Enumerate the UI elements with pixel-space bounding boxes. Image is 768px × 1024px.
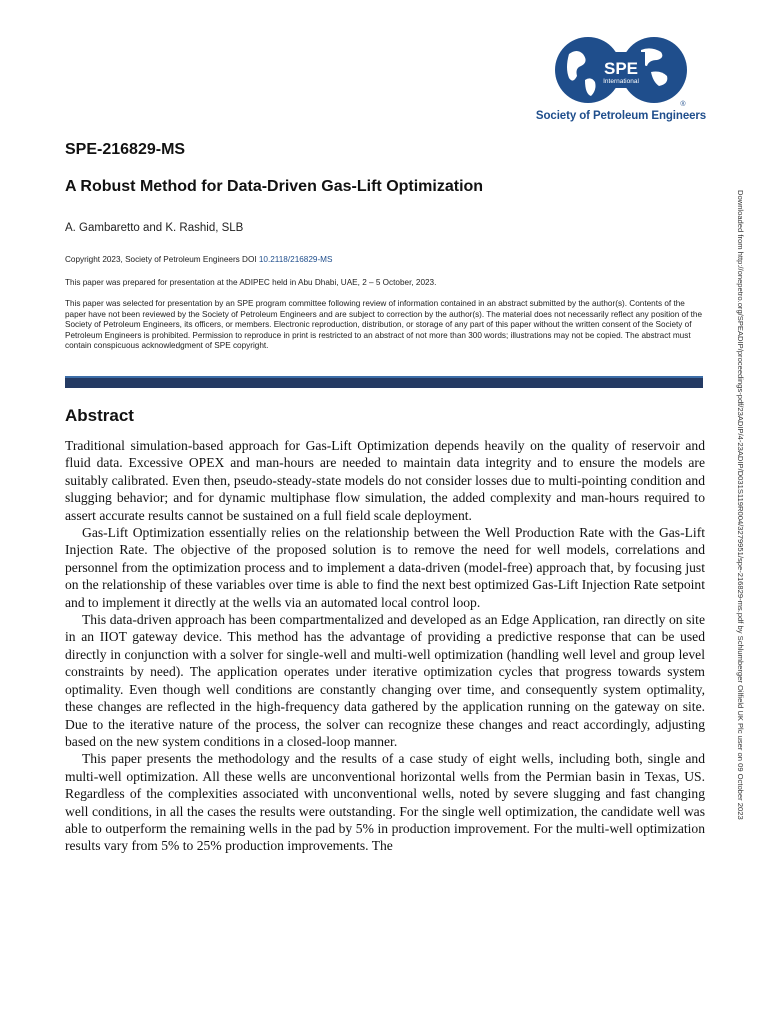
- paper-title: A Robust Method for Data-Driven Gas-Lift Optimization: [65, 178, 484, 195]
- logo-text-spe: SPE: [603, 59, 639, 78]
- society-name: Society of Petroleum Engineers: [535, 110, 707, 122]
- logo-text-international: International: [603, 78, 639, 85]
- registered-mark: ®: [680, 101, 686, 108]
- copyright-text: Copyright 2023, Society of Petroleum Engineers DOI: [65, 255, 259, 264]
- abstract-paragraph: This data-driven approach has been compartmentalized and developed as an Edge Application, ran directly on site in an IIOT gateway device. This method has the advantage of providing a predictive response that can be used directly in conjunction with a solver for single-well and multi-well optimization (handling well level and group level constraints by need). The application operates under iterative optimization cycles that progress towards system optimality. Even though well conditions are constantly changing over time, and consequently system optimality, these changes are reflected in the high-frequency data gathered by the application running on the gateway on site. Due to the iterative nature of the process, the solver can recognize these changes and react accordingly, adjusting based on the new system conditions in a closed-loop manner.: [65, 612, 705, 749]
- abstract-heading: Abstract: [65, 406, 134, 425]
- copyright-notice: [65, 255, 705, 266]
- paper-id: SPE-216829-MS: [65, 141, 186, 158]
- abstract-paragraph: This paper presents the methodology and the results of a case study of eight wells, including both, single and multi-well optimization. All these wells are unconventional horizontal wells from the Permian basin in Texas, US. Regardless of the complexities associated with unconventional wells, noted by severe slugging and fast changing well conditions, in all the cases the results were outstanding. For the single well optimization, the candidate well was able to outperform the remaining wells in the pad by 5% in production improvement. For the multi-well optimization results vary from 5% to 25% production improvements. The: [65, 751, 705, 854]
- doi-link[interactable]: 10.2118/216829-MS: [258, 255, 333, 264]
- header-divider: [65, 378, 703, 388]
- selection-notice: This paper was selected for presentation by an SPE program committee following review of information contained in an abstract submitted by the author(s). Contents of the paper have not been reviewed by the Society of Petroleum Engineers and are subject to correction by the author(s). The material does not necessarily reflect any position of the Society of Petroleum Engineers, its officers, or members. Electronic reproduction, distribution, or storage of any part of this paper without the written consent of the Society of Petroleum Engineers is prohibited. Permission to reproduce in print is restricted to an abstract of not more than 300 words; illustrations may not be copied. The abstract must contain conspicuous acknowledgment of SPE copyright.: [65, 299, 703, 351]
- globe-icon: [555, 32, 687, 108]
- spe-logo: [535, 32, 707, 128]
- download-watermark: [733, 190, 747, 830]
- abstract-paragraph: Traditional simulation-based approach for Gas-Lift Optimization depends heavily on the quality of reservoir and fluid data. Excessive OPEX and man-hours are needed to maintain data integrity and to ensure the models are suitably calibrated. Even then, pseudo-steady-state models do not consider losses due to multi-pointing condition and slugging behavior; and for dynamic multiphase flow simulation, the added complexity and man-hours required to assert accurate results cannot be sustained on a full field scale deployment.: [65, 438, 705, 523]
- paper-authors: A. Gambaretto and K. Rashid, SLB: [65, 222, 244, 234]
- abstract-paragraph: Gas-Lift Optimization essentially relies on the relationship between the Well Production Rate with the Gas-Lift Injection Rate. The objective of the proposed solution is to remove the need for well models, correlations and personnel from the optimization process and to implement a data-driven (model-free) approach that, by focusing just on the relationship of these variables over time is able to find the next best optimized Gas-Lift Injection Rate setpoint and to implement it directly at the wells via an automated local control loop.: [65, 525, 705, 610]
- abstract-body: [65, 437, 705, 855]
- download-watermark-text: Downloaded from http://onepetro.org/SPEADIP/proceedings-pdf/23ADIP/4-23ADIP/D031S119R004/3279951/spe-216829-ms.pdf by Schlumberger Oilfield UK Plc user on 09 October 2023: [736, 190, 745, 820]
- prepared-notice: This paper was prepared for presentation at the ADIPEC held in Abu Dhabi, UAE, 2 – 5 October, 2023.: [65, 278, 437, 287]
